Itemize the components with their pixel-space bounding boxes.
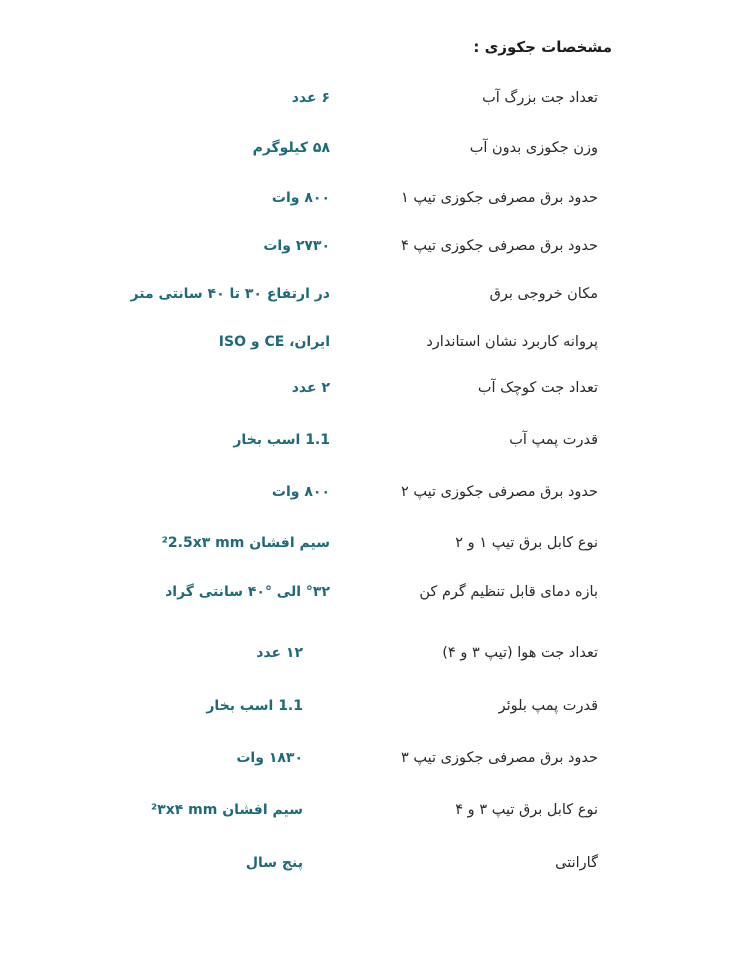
spec-row	[0, 380, 750, 410]
spec-label: نوع کابل برق تیپ ۳ و ۴	[455, 802, 598, 818]
spec-row	[0, 645, 750, 675]
spec-label: تعداد جت هوا (تیپ ۳ و ۴)	[442, 645, 598, 661]
spec-heading: مشخصات جکوزی :	[473, 38, 612, 56]
spec-value: ایران، CE و ISO	[218, 334, 330, 350]
spec-row	[0, 286, 750, 316]
spec-label: تعداد جت بزرگ آب	[482, 90, 598, 106]
spec-row	[0, 535, 750, 565]
spec-label: قدرت پمپ آب	[509, 432, 598, 448]
spec-value: ۱۲ عدد	[256, 645, 303, 661]
spec-value: سیم افشان ²2.5x۳ mm	[161, 535, 330, 551]
spec-label: نوع کابل برق تیپ ۱ و ۲	[455, 535, 598, 551]
spec-label: مکان خروجی برق	[489, 286, 598, 302]
spec-label: حدود برق مصرفی جکوزی تیپ ۱	[401, 190, 598, 206]
spec-row	[0, 334, 750, 364]
spec-label: بازه دمای قابل تنظیم گرم کن	[419, 584, 598, 600]
spec-value: ۲۷۳۰ وات	[263, 238, 330, 254]
spec-value: سیم افشان ²۳x۴ mm	[151, 802, 303, 818]
spec-value: ۶ عدد	[291, 90, 330, 106]
spec-row	[0, 855, 750, 885]
spec-label: وزن جکوزی بدون آب	[469, 140, 598, 156]
spec-row	[0, 238, 750, 268]
spec-label: قدرت پمپ بلوئر	[498, 698, 598, 714]
spec-row	[0, 484, 750, 514]
spec-label: حدود برق مصرفی جکوزی تیپ ۳	[401, 750, 598, 766]
spec-row	[0, 190, 750, 220]
spec-value: در ارتفاع ۳۰ تا ۴۰ سانتی متر	[130, 286, 330, 302]
spec-value: ۲ عدد	[291, 380, 330, 396]
spec-row	[0, 802, 750, 832]
spec-value: ۸۰۰ وات	[271, 484, 330, 500]
spec-value: 1.1 اسب بخار	[206, 698, 303, 714]
spec-value: ۵۸ کیلوگرم	[252, 140, 330, 156]
spec-row	[0, 750, 750, 780]
spec-label: تعداد جت کوچک آب	[477, 380, 598, 396]
spec-row	[0, 140, 750, 170]
spec-label: پروانه کاربرد نشان استاندارد	[426, 334, 598, 350]
spec-row	[0, 698, 750, 728]
spec-value: 1.1 اسب بخار	[233, 432, 330, 448]
spec-label: گارانتی	[555, 855, 598, 871]
spec-value: ۸۰۰ وات	[271, 190, 330, 206]
spec-row	[0, 432, 750, 462]
spec-value: ۱۸۳۰ وات	[236, 750, 303, 766]
spec-label: حدود برق مصرفی جکوزی تیپ ۴	[401, 238, 598, 254]
spec-value: °۳۲ الی °۴۰ سانتی گراد	[165, 584, 330, 600]
spec-value: پنج سال	[245, 855, 303, 871]
spec-row	[0, 584, 750, 614]
spec-row	[0, 90, 750, 120]
spec-label: حدود برق مصرفی جکوزی تیپ ۲	[401, 484, 598, 500]
